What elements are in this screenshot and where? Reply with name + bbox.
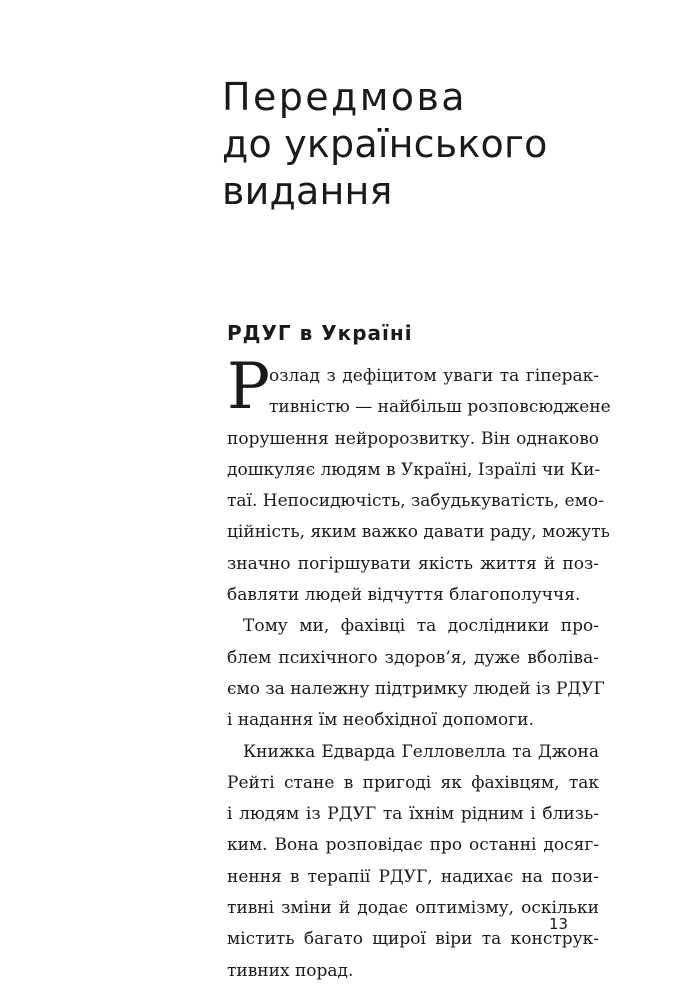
text-line: тивних порад. <box>227 960 354 981</box>
text-line: ємо за належну підтримку людей із РДУГ <box>227 678 605 699</box>
text-line: бавляти людей відчуття благополуччя. <box>227 585 581 606</box>
paragraph <box>227 611 605 736</box>
text-line: Тому ми, фахівці та дослідники про- <box>243 616 599 637</box>
chapter-title-line: Передмова <box>222 75 467 119</box>
text-line: нення в терапії РДУГ, надихає на пози- <box>227 866 599 887</box>
paragraph <box>227 737 599 987</box>
text-line: озлад з дефіцитом уваги та гіперак- <box>269 366 599 386</box>
chapter-title-line: видання <box>222 169 393 213</box>
drop-cap: Р <box>227 350 271 424</box>
text-line: і людям із РДУГ та їхнім рідним і близь- <box>227 804 599 825</box>
text-line: ційність, яким важко давати раду, можуть <box>227 522 610 543</box>
page-number: 13 <box>549 915 569 933</box>
text-line: порушення нейророзвитку. Він однаково <box>227 428 599 449</box>
text-line: тивні зміни й додає оптимізму, оскільки <box>227 898 599 919</box>
text-line: таї. Непосидючість, забудькуватість, емо- <box>227 491 604 512</box>
text-line: Книжка Едварда Гелловелла та Джона <box>243 741 599 762</box>
text-line: ким. Вона розповідає про останні досяг- <box>227 835 599 856</box>
chapter-title-line: до українського <box>222 122 548 166</box>
text-line: тивністю — найбільш розповсюджене <box>269 397 611 418</box>
body-text <box>227 350 611 987</box>
text-line: дошкуляє людям в Україні, Ізраїлі чи Ки- <box>227 459 601 480</box>
text-line: містить багато щирої віри та конструк- <box>227 929 599 950</box>
text-line: значно погіршувати якість життя й поз- <box>227 553 599 574</box>
chapter-title <box>222 74 662 215</box>
text-line: і надання їм необхідної допомоги. <box>227 710 534 731</box>
text-line: блем психічного здоров’я, дуже вболіва- <box>227 647 599 668</box>
text-line: Рейті стане в пригоді як фахівцям, так <box>227 772 599 793</box>
section-heading: РДУГ в Україні <box>227 321 413 345</box>
paragraph <box>227 361 611 611</box>
